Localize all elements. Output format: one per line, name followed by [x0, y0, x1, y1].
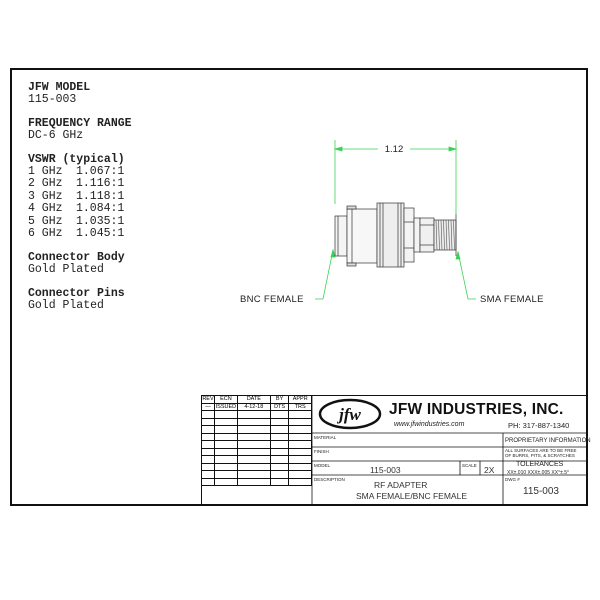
- rev-cell: —: [202, 403, 215, 411]
- finish-label: FINISH: [314, 449, 329, 454]
- revision-header-row: [202, 396, 312, 404]
- vswr-row: 4 GHz 1.084:1: [28, 202, 125, 216]
- connector-body-label: Connector Body: [28, 251, 125, 265]
- description-line-1: RF ADAPTER: [374, 480, 428, 490]
- model-value: 115-003: [28, 93, 77, 106]
- vswr-row: 1 GHz 1.067:1: [28, 165, 125, 178]
- connector-pins-label: Connector Pins: [28, 287, 125, 301]
- jfw-logo: [318, 398, 382, 430]
- connector-pins-value: Gold Plated: [28, 299, 104, 313]
- sma-female-callout: SMA FEMALE: [480, 294, 544, 305]
- company-phone: PH: 317-887-1340: [508, 421, 570, 430]
- model-label: JFW MODEL: [28, 81, 91, 94]
- model-field-value: 115-003: [370, 465, 401, 475]
- company-name: JFW INDUSTRIES, INC.: [389, 401, 564, 418]
- material-label: MATERIAL: [314, 435, 337, 440]
- vswr-row: 5 GHz 1.035:1: [28, 214, 125, 228]
- svg-text:jfw: jfw: [339, 405, 361, 424]
- dimension-label: 1.12: [384, 144, 404, 155]
- ecn-header: ECN: [214, 396, 237, 404]
- tolerances-label: TOLERANCES: [516, 461, 564, 468]
- description-label: DESCRIPTION: [314, 477, 345, 482]
- appr-cell: TRS: [289, 403, 312, 411]
- connector-body-value: Gold Plated: [28, 263, 104, 277]
- proprietary-notice: PROPRIETARY INFORMATION: [505, 438, 591, 444]
- ecn-cell: ISSUED: [215, 403, 237, 410]
- revision-table: [201, 395, 312, 486]
- drawing-number-value: 115-003: [523, 486, 559, 497]
- frequency-range-label: FREQUENCY RANGE: [28, 117, 132, 130]
- date-cell: 4-12-18: [237, 403, 270, 411]
- drawing-number-label: DWG #: [505, 477, 520, 482]
- tolerance-values: XX±.010 XXX±.005 XX°±.5°: [507, 470, 569, 476]
- date-header: DATE: [237, 396, 270, 404]
- description-line-2: SMA FEMALE/BNC FEMALE: [356, 491, 467, 501]
- frequency-range-value: DC-6 GHz: [28, 129, 84, 142]
- vswr-label: VSWR (typical): [28, 153, 125, 166]
- vswr-row: 2 GHz 1.116:1: [28, 177, 125, 191]
- rev-header: REV: [202, 396, 214, 403]
- adapter-body: [335, 203, 456, 267]
- company-website: www.jfwindustries.com: [394, 421, 465, 428]
- by-header: BY: [270, 396, 289, 404]
- vswr-row: 3 GHz 1.118:1: [28, 189, 125, 203]
- appr-header: APPR: [289, 396, 312, 404]
- surface-notice: ALL SURFACES ARE TO BE FREE OF BURRS, PITS, & SCRATCHES: [505, 448, 577, 458]
- scale-value: 2X: [484, 465, 495, 475]
- by-cell: DTS: [270, 403, 289, 411]
- scale-label: SCALE: [462, 463, 477, 468]
- model-field-label: MODEL: [314, 463, 331, 468]
- revision-row: [202, 403, 312, 411]
- bnc-female-callout: BNC FEMALE: [240, 294, 304, 305]
- vswr-row: 6 GHz 1.045:1: [28, 227, 125, 241]
